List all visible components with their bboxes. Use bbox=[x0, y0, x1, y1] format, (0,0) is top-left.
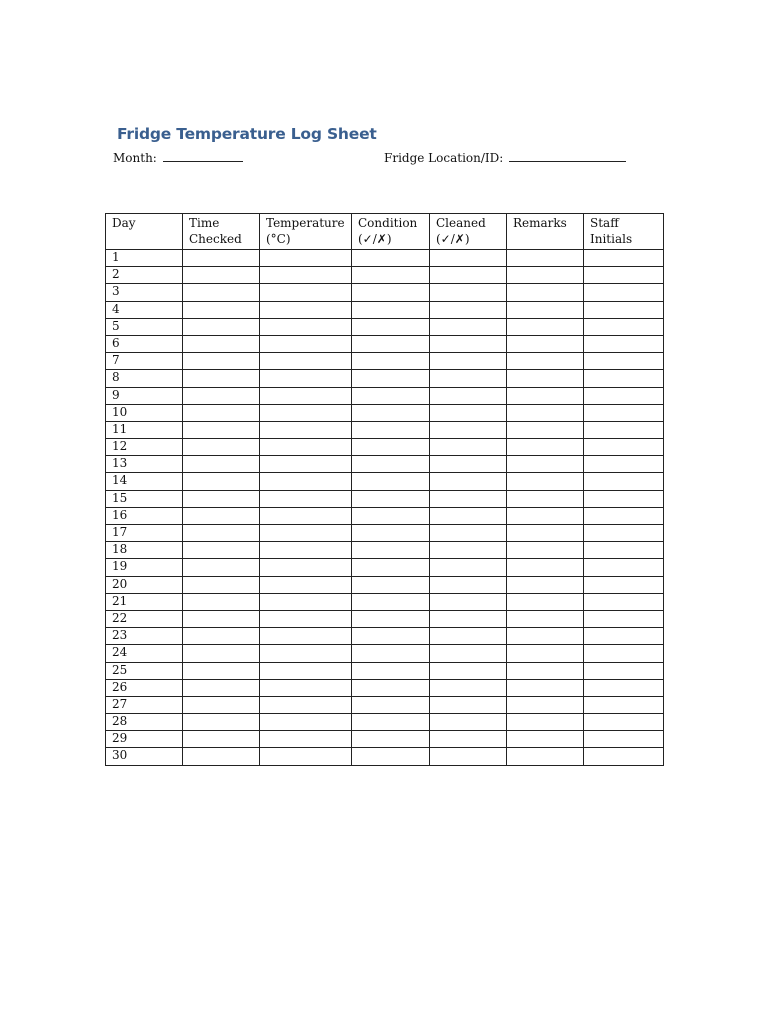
table-row bbox=[106, 662, 664, 679]
condition-cell[interactable] bbox=[352, 456, 430, 473]
day-cell: 21 bbox=[106, 593, 183, 610]
condition-cell[interactable] bbox=[352, 559, 430, 576]
time-checked-cell[interactable] bbox=[183, 748, 260, 765]
condition-cell[interactable] bbox=[352, 318, 430, 335]
table-row bbox=[106, 628, 664, 645]
condition-cell[interactable] bbox=[352, 696, 430, 713]
condition-cell[interactable] bbox=[352, 662, 430, 679]
condition-cell[interactable] bbox=[352, 404, 430, 421]
time-checked-cell[interactable] bbox=[183, 628, 260, 645]
time-checked-cell[interactable] bbox=[183, 507, 260, 524]
remarks-cell[interactable] bbox=[507, 525, 584, 542]
remarks-cell[interactable] bbox=[507, 456, 584, 473]
cleaned-cell[interactable] bbox=[430, 318, 507, 335]
condition-cell[interactable] bbox=[352, 490, 430, 507]
table-body bbox=[106, 250, 664, 766]
day-cell: 9 bbox=[106, 387, 183, 404]
remarks-cell[interactable] bbox=[507, 507, 584, 524]
cleaned-cell[interactable] bbox=[430, 456, 507, 473]
fridge-location-label: Fridge Location/ID: bbox=[384, 151, 504, 165]
time-checked-cell[interactable] bbox=[183, 662, 260, 679]
table-row bbox=[106, 490, 664, 507]
day-cell: 19 bbox=[106, 559, 183, 576]
condition-cell[interactable] bbox=[352, 748, 430, 765]
time-checked-cell[interactable] bbox=[183, 610, 260, 627]
table-row bbox=[106, 353, 664, 370]
condition-cell[interactable] bbox=[352, 335, 430, 352]
header-cleaned: Cleaned (✓/✗) bbox=[430, 214, 507, 250]
condition-cell[interactable] bbox=[352, 353, 430, 370]
condition-cell[interactable] bbox=[352, 301, 430, 318]
condition-cell[interactable] bbox=[352, 593, 430, 610]
condition-cell[interactable] bbox=[352, 421, 430, 438]
temperature-cell[interactable] bbox=[260, 748, 352, 765]
time-checked-cell[interactable] bbox=[183, 576, 260, 593]
staff-initials-cell[interactable] bbox=[584, 714, 664, 731]
temperature-cell[interactable] bbox=[260, 679, 352, 696]
temperature-cell[interactable] bbox=[260, 593, 352, 610]
time-checked-cell[interactable] bbox=[183, 267, 260, 284]
condition-cell[interactable] bbox=[352, 731, 430, 748]
time-checked-cell[interactable] bbox=[183, 645, 260, 662]
time-checked-cell[interactable] bbox=[183, 679, 260, 696]
temperature-log-table bbox=[105, 213, 664, 766]
month-field bbox=[113, 150, 243, 165]
table-header-row bbox=[106, 214, 664, 250]
condition-cell[interactable] bbox=[352, 370, 430, 387]
cleaned-cell[interactable] bbox=[430, 439, 507, 456]
remarks-cell[interactable] bbox=[507, 731, 584, 748]
table-row bbox=[106, 421, 664, 438]
temperature-cell[interactable] bbox=[260, 439, 352, 456]
remarks-cell[interactable] bbox=[507, 645, 584, 662]
temperature-cell[interactable] bbox=[260, 576, 352, 593]
cleaned-cell[interactable] bbox=[430, 387, 507, 404]
table-row bbox=[106, 679, 664, 696]
condition-cell[interactable] bbox=[352, 250, 430, 267]
temperature-cell[interactable] bbox=[260, 542, 352, 559]
table-row bbox=[106, 593, 664, 610]
header-day: Day bbox=[106, 214, 183, 250]
remarks-cell[interactable] bbox=[507, 748, 584, 765]
time-checked-cell[interactable] bbox=[183, 335, 260, 352]
fridge-location-blank-line[interactable] bbox=[509, 150, 626, 162]
header-remarks: Remarks bbox=[507, 214, 584, 250]
staff-initials-cell[interactable] bbox=[584, 525, 664, 542]
temperature-cell[interactable] bbox=[260, 559, 352, 576]
day-cell: 6 bbox=[106, 335, 183, 352]
day-cell: 11 bbox=[106, 421, 183, 438]
condition-cell[interactable] bbox=[352, 679, 430, 696]
fridge-location-field bbox=[384, 150, 626, 165]
remarks-cell[interactable] bbox=[507, 318, 584, 335]
condition-cell[interactable] bbox=[352, 473, 430, 490]
remarks-cell[interactable] bbox=[507, 490, 584, 507]
table-row bbox=[106, 284, 664, 301]
table-row bbox=[106, 696, 664, 713]
staff-initials-cell[interactable] bbox=[584, 559, 664, 576]
staff-initials-cell[interactable] bbox=[584, 335, 664, 352]
staff-initials-cell[interactable] bbox=[584, 439, 664, 456]
staff-initials-cell[interactable] bbox=[584, 456, 664, 473]
condition-cell[interactable] bbox=[352, 610, 430, 627]
day-cell: 3 bbox=[106, 284, 183, 301]
cleaned-cell[interactable] bbox=[430, 284, 507, 301]
remarks-cell[interactable] bbox=[507, 542, 584, 559]
staff-initials-cell[interactable] bbox=[584, 387, 664, 404]
page-title: Fridge Temperature Log Sheet bbox=[117, 125, 377, 143]
table-row bbox=[106, 267, 664, 284]
month-blank-line[interactable] bbox=[163, 150, 243, 162]
condition-cell[interactable] bbox=[352, 284, 430, 301]
header-temperature: Temperature (°C) bbox=[260, 214, 352, 250]
remarks-cell[interactable] bbox=[507, 250, 584, 267]
temperature-cell[interactable] bbox=[260, 404, 352, 421]
time-checked-cell[interactable] bbox=[183, 559, 260, 576]
staff-initials-cell[interactable] bbox=[584, 593, 664, 610]
cleaned-cell[interactable] bbox=[430, 679, 507, 696]
temperature-cell[interactable] bbox=[260, 250, 352, 267]
cleaned-cell[interactable] bbox=[430, 593, 507, 610]
cleaned-cell[interactable] bbox=[430, 714, 507, 731]
cleaned-cell[interactable] bbox=[430, 267, 507, 284]
month-label: Month: bbox=[113, 151, 157, 165]
staff-initials-cell[interactable] bbox=[584, 404, 664, 421]
day-cell: 28 bbox=[106, 714, 183, 731]
staff-initials-cell[interactable] bbox=[584, 473, 664, 490]
staff-initials-cell[interactable] bbox=[584, 318, 664, 335]
cleaned-cell[interactable] bbox=[430, 610, 507, 627]
remarks-cell[interactable] bbox=[507, 593, 584, 610]
time-checked-cell[interactable] bbox=[183, 439, 260, 456]
day-cell: 1 bbox=[106, 250, 183, 267]
time-checked-cell[interactable] bbox=[183, 731, 260, 748]
temperature-cell[interactable] bbox=[260, 473, 352, 490]
time-checked-cell[interactable] bbox=[183, 542, 260, 559]
table-row bbox=[106, 404, 664, 421]
temperature-cell[interactable] bbox=[260, 387, 352, 404]
remarks-cell[interactable] bbox=[507, 439, 584, 456]
remarks-cell[interactable] bbox=[507, 628, 584, 645]
temperature-cell[interactable] bbox=[260, 318, 352, 335]
time-checked-cell[interactable] bbox=[183, 318, 260, 335]
temperature-cell[interactable] bbox=[260, 456, 352, 473]
cleaned-cell[interactable] bbox=[430, 628, 507, 645]
time-checked-cell[interactable] bbox=[183, 370, 260, 387]
condition-cell[interactable] bbox=[352, 525, 430, 542]
time-checked-cell[interactable] bbox=[183, 490, 260, 507]
time-checked-cell[interactable] bbox=[183, 696, 260, 713]
table-row bbox=[106, 507, 664, 524]
table-row bbox=[106, 456, 664, 473]
condition-cell[interactable] bbox=[352, 507, 430, 524]
temperature-cell[interactable] bbox=[260, 714, 352, 731]
remarks-cell[interactable] bbox=[507, 559, 584, 576]
table-row bbox=[106, 525, 664, 542]
day-cell: 12 bbox=[106, 439, 183, 456]
time-checked-cell[interactable] bbox=[183, 301, 260, 318]
cleaned-cell[interactable] bbox=[430, 404, 507, 421]
time-checked-cell[interactable] bbox=[183, 404, 260, 421]
day-cell: 4 bbox=[106, 301, 183, 318]
time-checked-cell[interactable] bbox=[183, 353, 260, 370]
staff-initials-cell[interactable] bbox=[584, 610, 664, 627]
table-row bbox=[106, 335, 664, 352]
temperature-cell[interactable] bbox=[260, 370, 352, 387]
header-staff-initials: Staff Initials bbox=[584, 214, 664, 250]
temperature-cell[interactable] bbox=[260, 421, 352, 438]
cleaned-cell[interactable] bbox=[430, 250, 507, 267]
staff-initials-cell[interactable] bbox=[584, 507, 664, 524]
day-cell: 7 bbox=[106, 353, 183, 370]
temperature-cell[interactable] bbox=[260, 507, 352, 524]
remarks-cell[interactable] bbox=[507, 714, 584, 731]
condition-cell[interactable] bbox=[352, 542, 430, 559]
time-checked-cell[interactable] bbox=[183, 473, 260, 490]
table-row bbox=[106, 576, 664, 593]
cleaned-cell[interactable] bbox=[430, 731, 507, 748]
temperature-cell[interactable] bbox=[260, 490, 352, 507]
day-cell: 14 bbox=[106, 473, 183, 490]
remarks-cell[interactable] bbox=[507, 335, 584, 352]
cleaned-cell[interactable] bbox=[430, 421, 507, 438]
temperature-cell[interactable] bbox=[260, 731, 352, 748]
cleaned-cell[interactable] bbox=[430, 370, 507, 387]
table-row bbox=[106, 542, 664, 559]
day-cell: 2 bbox=[106, 267, 183, 284]
cleaned-cell[interactable] bbox=[430, 662, 507, 679]
time-checked-cell[interactable] bbox=[183, 525, 260, 542]
temperature-cell[interactable] bbox=[260, 335, 352, 352]
condition-cell[interactable] bbox=[352, 267, 430, 284]
remarks-cell[interactable] bbox=[507, 679, 584, 696]
day-cell: 15 bbox=[106, 490, 183, 507]
cleaned-cell[interactable] bbox=[430, 542, 507, 559]
staff-initials-cell[interactable] bbox=[584, 250, 664, 267]
cleaned-cell[interactable] bbox=[430, 576, 507, 593]
day-cell: 20 bbox=[106, 576, 183, 593]
cleaned-cell[interactable] bbox=[430, 559, 507, 576]
temperature-cell[interactable] bbox=[260, 696, 352, 713]
day-cell: 23 bbox=[106, 628, 183, 645]
time-checked-cell[interactable] bbox=[183, 421, 260, 438]
day-cell: 24 bbox=[106, 645, 183, 662]
remarks-cell[interactable] bbox=[507, 576, 584, 593]
temperature-cell[interactable] bbox=[260, 610, 352, 627]
remarks-cell[interactable] bbox=[507, 267, 584, 284]
table-row bbox=[106, 439, 664, 456]
time-checked-cell[interactable] bbox=[183, 387, 260, 404]
table-row bbox=[106, 748, 664, 765]
cleaned-cell[interactable] bbox=[430, 301, 507, 318]
day-cell: 10 bbox=[106, 404, 183, 421]
header-time-checked: Time Checked bbox=[183, 214, 260, 250]
day-cell: 29 bbox=[106, 731, 183, 748]
day-cell: 22 bbox=[106, 610, 183, 627]
remarks-cell[interactable] bbox=[507, 473, 584, 490]
staff-initials-cell[interactable] bbox=[584, 731, 664, 748]
staff-initials-cell[interactable] bbox=[584, 542, 664, 559]
remarks-cell[interactable] bbox=[507, 696, 584, 713]
remarks-cell[interactable] bbox=[507, 662, 584, 679]
staff-initials-cell[interactable] bbox=[584, 662, 664, 679]
remarks-cell[interactable] bbox=[507, 610, 584, 627]
day-cell: 27 bbox=[106, 696, 183, 713]
condition-cell[interactable] bbox=[352, 645, 430, 662]
cleaned-cell[interactable] bbox=[430, 507, 507, 524]
staff-initials-cell[interactable] bbox=[584, 679, 664, 696]
remarks-cell[interactable] bbox=[507, 370, 584, 387]
time-checked-cell[interactable] bbox=[183, 250, 260, 267]
table-row bbox=[106, 387, 664, 404]
staff-initials-cell[interactable] bbox=[584, 490, 664, 507]
day-cell: 25 bbox=[106, 662, 183, 679]
table-row bbox=[106, 731, 664, 748]
staff-initials-cell[interactable] bbox=[584, 628, 664, 645]
day-cell: 17 bbox=[106, 525, 183, 542]
table-row bbox=[106, 559, 664, 576]
temperature-cell[interactable] bbox=[260, 628, 352, 645]
staff-initials-cell[interactable] bbox=[584, 353, 664, 370]
time-checked-cell[interactable] bbox=[183, 593, 260, 610]
table-row bbox=[106, 610, 664, 627]
day-cell: 8 bbox=[106, 370, 183, 387]
cleaned-cell[interactable] bbox=[430, 473, 507, 490]
cleaned-cell[interactable] bbox=[430, 335, 507, 352]
staff-initials-cell[interactable] bbox=[584, 696, 664, 713]
remarks-cell[interactable] bbox=[507, 404, 584, 421]
cleaned-cell[interactable] bbox=[430, 696, 507, 713]
day-cell: 13 bbox=[106, 456, 183, 473]
staff-initials-cell[interactable] bbox=[584, 645, 664, 662]
cleaned-cell[interactable] bbox=[430, 490, 507, 507]
temperature-cell[interactable] bbox=[260, 662, 352, 679]
staff-initials-cell[interactable] bbox=[584, 267, 664, 284]
temperature-cell[interactable] bbox=[260, 645, 352, 662]
remarks-cell[interactable] bbox=[507, 421, 584, 438]
day-cell: 30 bbox=[106, 748, 183, 765]
staff-initials-cell[interactable] bbox=[584, 421, 664, 438]
temperature-cell[interactable] bbox=[260, 284, 352, 301]
staff-initials-cell[interactable] bbox=[584, 301, 664, 318]
cleaned-cell[interactable] bbox=[430, 748, 507, 765]
remarks-cell[interactable] bbox=[507, 353, 584, 370]
day-cell: 16 bbox=[106, 507, 183, 524]
day-cell: 18 bbox=[106, 542, 183, 559]
condition-cell[interactable] bbox=[352, 576, 430, 593]
cleaned-cell[interactable] bbox=[430, 353, 507, 370]
table-row bbox=[106, 301, 664, 318]
time-checked-cell[interactable] bbox=[183, 714, 260, 731]
staff-initials-cell[interactable] bbox=[584, 576, 664, 593]
table-row bbox=[106, 714, 664, 731]
remarks-cell[interactable] bbox=[507, 301, 584, 318]
cleaned-cell[interactable] bbox=[430, 645, 507, 662]
remarks-cell[interactable] bbox=[507, 387, 584, 404]
table-row bbox=[106, 645, 664, 662]
remarks-cell[interactable] bbox=[507, 284, 584, 301]
time-checked-cell[interactable] bbox=[183, 284, 260, 301]
table-row bbox=[106, 250, 664, 267]
cleaned-cell[interactable] bbox=[430, 525, 507, 542]
condition-cell[interactable] bbox=[352, 628, 430, 645]
temperature-cell[interactable] bbox=[260, 353, 352, 370]
time-checked-cell[interactable] bbox=[183, 456, 260, 473]
staff-initials-cell[interactable] bbox=[584, 284, 664, 301]
day-cell: 5 bbox=[106, 318, 183, 335]
table-row bbox=[106, 370, 664, 387]
staff-initials-cell[interactable] bbox=[584, 370, 664, 387]
temperature-cell[interactable] bbox=[260, 525, 352, 542]
condition-cell[interactable] bbox=[352, 387, 430, 404]
staff-initials-cell[interactable] bbox=[584, 748, 664, 765]
temperature-cell[interactable] bbox=[260, 267, 352, 284]
condition-cell[interactable] bbox=[352, 439, 430, 456]
header-condition: Condition (✓/✗) bbox=[352, 214, 430, 250]
table-row bbox=[106, 318, 664, 335]
day-cell: 26 bbox=[106, 679, 183, 696]
condition-cell[interactable] bbox=[352, 714, 430, 731]
table-row bbox=[106, 473, 664, 490]
temperature-cell[interactable] bbox=[260, 301, 352, 318]
